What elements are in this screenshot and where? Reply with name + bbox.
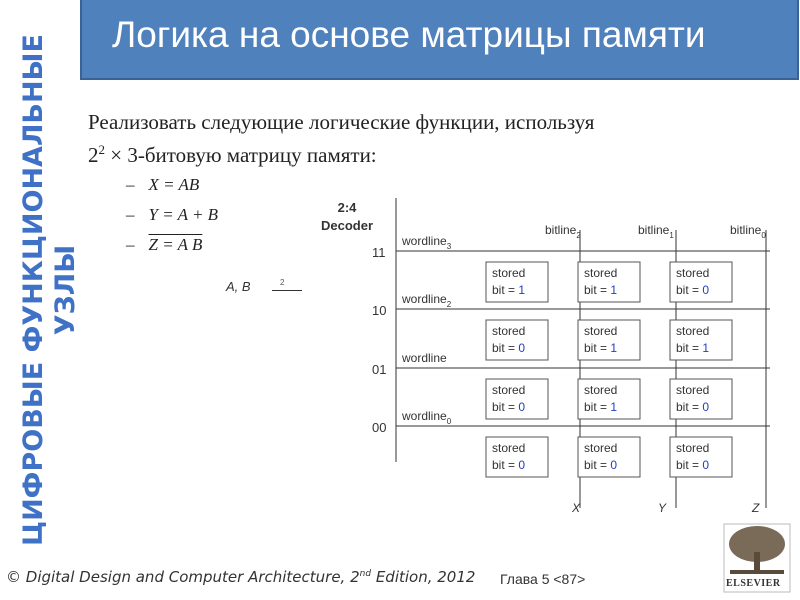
decoder-title: Decoder (320, 218, 374, 233)
cell-label: stored (676, 324, 710, 338)
side-label (0, 0, 100, 600)
cell-label: stored (584, 441, 618, 455)
wordline-subscript: 3 (446, 242, 452, 251)
side-label-text (18, 34, 82, 546)
memory-array-diagram (310, 190, 790, 520)
decoder-input-width: 2 (280, 278, 285, 287)
cell-bit-value: 1 (610, 341, 618, 355)
cell-bit-value: 0 (610, 458, 618, 472)
cell-value: bit = 1 (584, 283, 618, 297)
bitline-subscript: 2 (576, 231, 581, 240)
bitline-subscript: 1 (669, 231, 674, 240)
cell-label: stored (584, 266, 618, 280)
function-item: – Y = A + B (126, 205, 219, 224)
cell-bit-value: 0 (702, 458, 710, 472)
cell-bit-value: 0 (518, 400, 526, 414)
cell-value: bit = 0 (676, 283, 710, 297)
cell-label: stored (492, 266, 526, 280)
wordline-subscript: 0 (446, 417, 452, 426)
wordline-label: wordline$_2$ (402, 292, 452, 309)
cell-label: stored (676, 441, 710, 455)
cell-value: bit = 0 (492, 458, 526, 472)
intro-line2: $2^2$ × 3-битовую матрицу памяти: (88, 142, 377, 167)
bitline-label: bitline$_2$ (545, 223, 581, 240)
cell-bit-value: 0 (518, 341, 526, 355)
cell-value: bit = 0 (676, 458, 710, 472)
function-item: – Z = A B (126, 235, 203, 254)
cell-bit-value: 0 (702, 400, 710, 414)
cell-label: stored (492, 324, 526, 338)
cell-value: bit = 0 (676, 400, 710, 414)
address-label: 00 (372, 420, 387, 435)
side-label-line1: ЦИФРОВЫЕ ФУНКЦИОНАЛЬНЫЕ (18, 34, 49, 546)
cell-label: stored (676, 383, 710, 397)
bitline-subscript: 0 (761, 231, 766, 240)
cell-label: stored (492, 383, 526, 397)
intro-text (88, 108, 758, 169)
cell-bit-value: 1 (518, 283, 526, 297)
cell-value: bit = 1 (492, 283, 526, 297)
cell-bit-value: 0 (518, 458, 526, 472)
cell-value: bit = 0 (584, 458, 618, 472)
footer-credit: © Digital Design and Computer Architecture, 2nd Edition, 2012 (6, 568, 476, 586)
address-label: 11 (372, 245, 386, 260)
cell-bit-value: 1 (610, 283, 618, 297)
cell-value: bit = 1 (584, 400, 618, 414)
page-title: Логика на основе матрицы памяти (112, 14, 706, 55)
decoder-title: 2:4 (337, 200, 357, 215)
cell-value: bit = 1 (676, 341, 710, 355)
address-label: 01 (372, 362, 387, 377)
wordline-label: wordline$_0$ (402, 409, 452, 426)
wordline-label: wordline (402, 351, 447, 365)
address-label: 10 (372, 303, 387, 318)
page-number: Глава 5 <87> (500, 571, 586, 587)
wordline-subscript: 2 (446, 300, 452, 309)
cell-label: stored (584, 383, 618, 397)
bitline-label: bitline$_1$ (638, 223, 674, 240)
intro-line1: Реализовать следующие логические функции, используя (88, 110, 595, 134)
function-item: – X = AB (126, 175, 200, 194)
cell-bit-value: 1 (610, 400, 618, 414)
cell-label: stored (584, 324, 618, 338)
decoder-input-label: A, B (226, 279, 251, 294)
title-bar (80, 0, 799, 80)
output-label: Z (752, 501, 760, 515)
cell-value: bit = 0 (492, 400, 526, 414)
elsevier-logo-text: ELSEVIER (726, 578, 781, 589)
cell-bit-value: 1 (702, 341, 710, 355)
cell-label: stored (492, 441, 526, 455)
side-label-line2: УЗЛЫ (50, 244, 81, 336)
decoder-input-line (272, 290, 302, 291)
cell-value: bit = 0 (492, 341, 526, 355)
cell-value: bit = 1 (584, 341, 618, 355)
output-label: Y (658, 501, 667, 515)
wordline-label: wordline$_3$ (402, 234, 452, 251)
bitline-label: bitline$_0$ (730, 223, 766, 240)
cell-label: stored (676, 266, 710, 280)
output-label: X (572, 501, 581, 515)
cell-bit-value: 0 (702, 283, 710, 297)
